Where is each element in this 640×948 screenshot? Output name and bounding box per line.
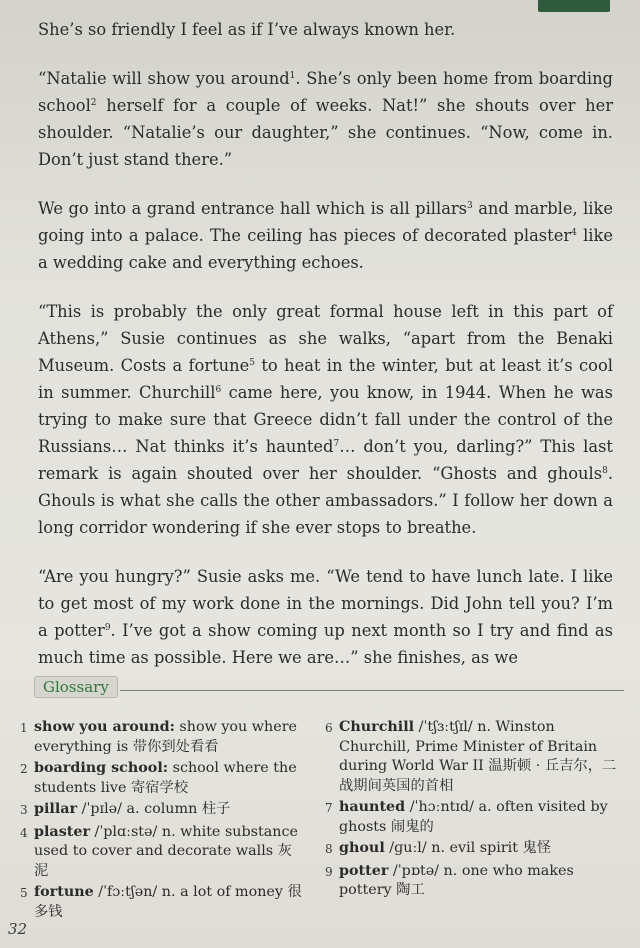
paragraph-text: “Are you hungry?” Susie asks me. “We tend to have lunch late. I like to get most of my work done in the mornings. Did John tell you? I’m a potter	[38, 567, 613, 640]
glossary-column-right	[325, 718, 625, 903]
glossary-text	[339, 839, 625, 860]
glossary-term: potter	[339, 862, 389, 879]
paragraph-text: “Natalie will show you around	[38, 69, 290, 88]
glossary-entry	[325, 718, 625, 796]
paragraph-text: to heat in the winter, but at least it’s cool in summer. Churchill	[38, 356, 613, 402]
glossary-definition: /ˈhɔːntɪd/ a. often visited by ghosts 闹鬼的	[339, 799, 608, 835]
glossary-definition: /ˈfɔːtʃən/ n. a lot of money 很多钱	[34, 884, 302, 920]
glossary-title: Glossary	[34, 676, 118, 698]
page-number: 32	[8, 920, 28, 938]
paragraph-text: We go into a grand entrance hall which is all pillars	[38, 199, 468, 218]
glossary-entry	[325, 862, 625, 901]
paragraph-text: “This is probably the only great formal house left in this part of Athens,” Susie continues as she walks, “apart from the Benaki Museum. Costs a fortune	[38, 302, 613, 375]
glossary-text	[339, 798, 625, 837]
paragraph-text: . She’s only been home from boarding school	[38, 69, 613, 115]
glossary-term: haunted	[339, 799, 406, 815]
footnote-marker: 1	[289, 71, 296, 81]
glossary-column-left	[20, 718, 305, 924]
glossary-number: 7	[325, 801, 333, 815]
glossary-entry	[20, 800, 305, 821]
glossary-number: 8	[325, 842, 333, 856]
glossary-term: Churchill	[339, 719, 415, 735]
footnote-marker: 7	[333, 439, 340, 449]
glossary-number: 9	[325, 864, 333, 879]
paragraph-text: herself for a couple of weeks. Nat!” she shouts over her shoulder. “Natalie’s our daughter,” she continues. “Now, come in. Don’t just stand there.”	[38, 96, 613, 169]
glossary-number: 4	[20, 825, 28, 840]
glossary-number: 5	[20, 886, 28, 900]
glossary-header	[34, 676, 624, 704]
glossary-term: fortune	[34, 884, 94, 900]
paragraph-text: and marble, like going into a palace. The ceiling has pieces of decorated plaster	[38, 199, 613, 245]
footnote-marker: 5	[249, 358, 256, 368]
glossary-entry	[325, 839, 625, 860]
glossary-term: ghoul	[339, 840, 385, 856]
glossary-definition: school where the students live 寄宿学校	[34, 760, 297, 796]
paragraph-3	[38, 195, 613, 276]
footnote-marker: 3	[467, 201, 473, 211]
glossary-definition: show you where everything is 带你到处看看	[34, 719, 297, 755]
glossary-text	[34, 883, 305, 922]
glossary-term: show you around:	[34, 719, 175, 735]
glossary-text	[339, 862, 625, 901]
story-text	[38, 16, 613, 671]
glossary-definition: /ˈpɒtə/ n. one who makes pottery 陶工	[339, 862, 574, 898]
page-corner-tab	[538, 0, 610, 12]
glossary-definition: /ˈtʃɜːtʃɪl/ n. Winston Churchill, Prime Minister of Britain during World War II 温斯顿 · 丘吉尔，二战期间英国的首相	[339, 719, 617, 794]
glossary-text	[34, 800, 305, 821]
footnote-marker: 8	[602, 466, 608, 476]
glossary-entry	[20, 883, 305, 922]
glossary-entry	[20, 718, 305, 757]
paragraph-text: . I’ve got a show coming up next month so I try and find as much time as possible. Here we are…” she finishes, as we	[38, 621, 613, 667]
paragraph-text: like a wedding cake and everything echoes.	[38, 226, 614, 272]
glossary-entry	[325, 798, 625, 837]
glossary-number: 6	[325, 721, 333, 735]
glossary-entry	[20, 823, 305, 882]
glossary-number: 2	[20, 762, 28, 776]
glossary-text	[34, 823, 305, 882]
footnote-marker: 6	[215, 385, 222, 395]
paragraph-text: . Ghouls is what she calls the other ambassadors.” I follow her down a long corridor wondering if she ever stops to breathe.	[38, 464, 613, 537]
paragraph-text: … don’t you, darling?” This last remark is again shouted over her shoulder. “Ghosts and ghouls	[38, 437, 613, 483]
glossary-text	[34, 718, 305, 757]
paragraph-4	[38, 298, 613, 541]
glossary-divider	[120, 690, 624, 691]
glossary-text	[339, 718, 625, 796]
footnote-marker: 2	[90, 98, 97, 108]
glossary-term: boarding school:	[34, 760, 169, 776]
paragraph-text: came here, you know, in 1944. When he was trying to make sure that Greece didn’t fall under the control of the Russians… Nat thinks it’s haunted	[38, 383, 613, 456]
glossary-definition: /ˈplɑːstə/ n. white substance used to cover and decorate walls 灰泥	[34, 823, 298, 879]
paragraph-5	[38, 563, 613, 671]
glossary-term: plaster	[34, 823, 90, 840]
glossary-text	[34, 759, 305, 798]
glossary-number: 1	[20, 721, 28, 735]
glossary-number: 3	[20, 803, 28, 817]
paragraph-2	[38, 65, 613, 173]
glossary-term: pillar	[34, 801, 78, 817]
footnote-marker: 4	[571, 228, 577, 238]
glossary-definition: /ɡuːl/ n. evil spirit 鬼怪	[384, 840, 552, 856]
glossary-entry	[20, 759, 305, 798]
glossary-definition: /ˈpɪlə/ a. column 柱子	[77, 801, 231, 817]
footnote-marker: 9	[104, 623, 111, 633]
paragraph-1: She’s so friendly I feel as if I’ve always known her.	[38, 20, 456, 39]
